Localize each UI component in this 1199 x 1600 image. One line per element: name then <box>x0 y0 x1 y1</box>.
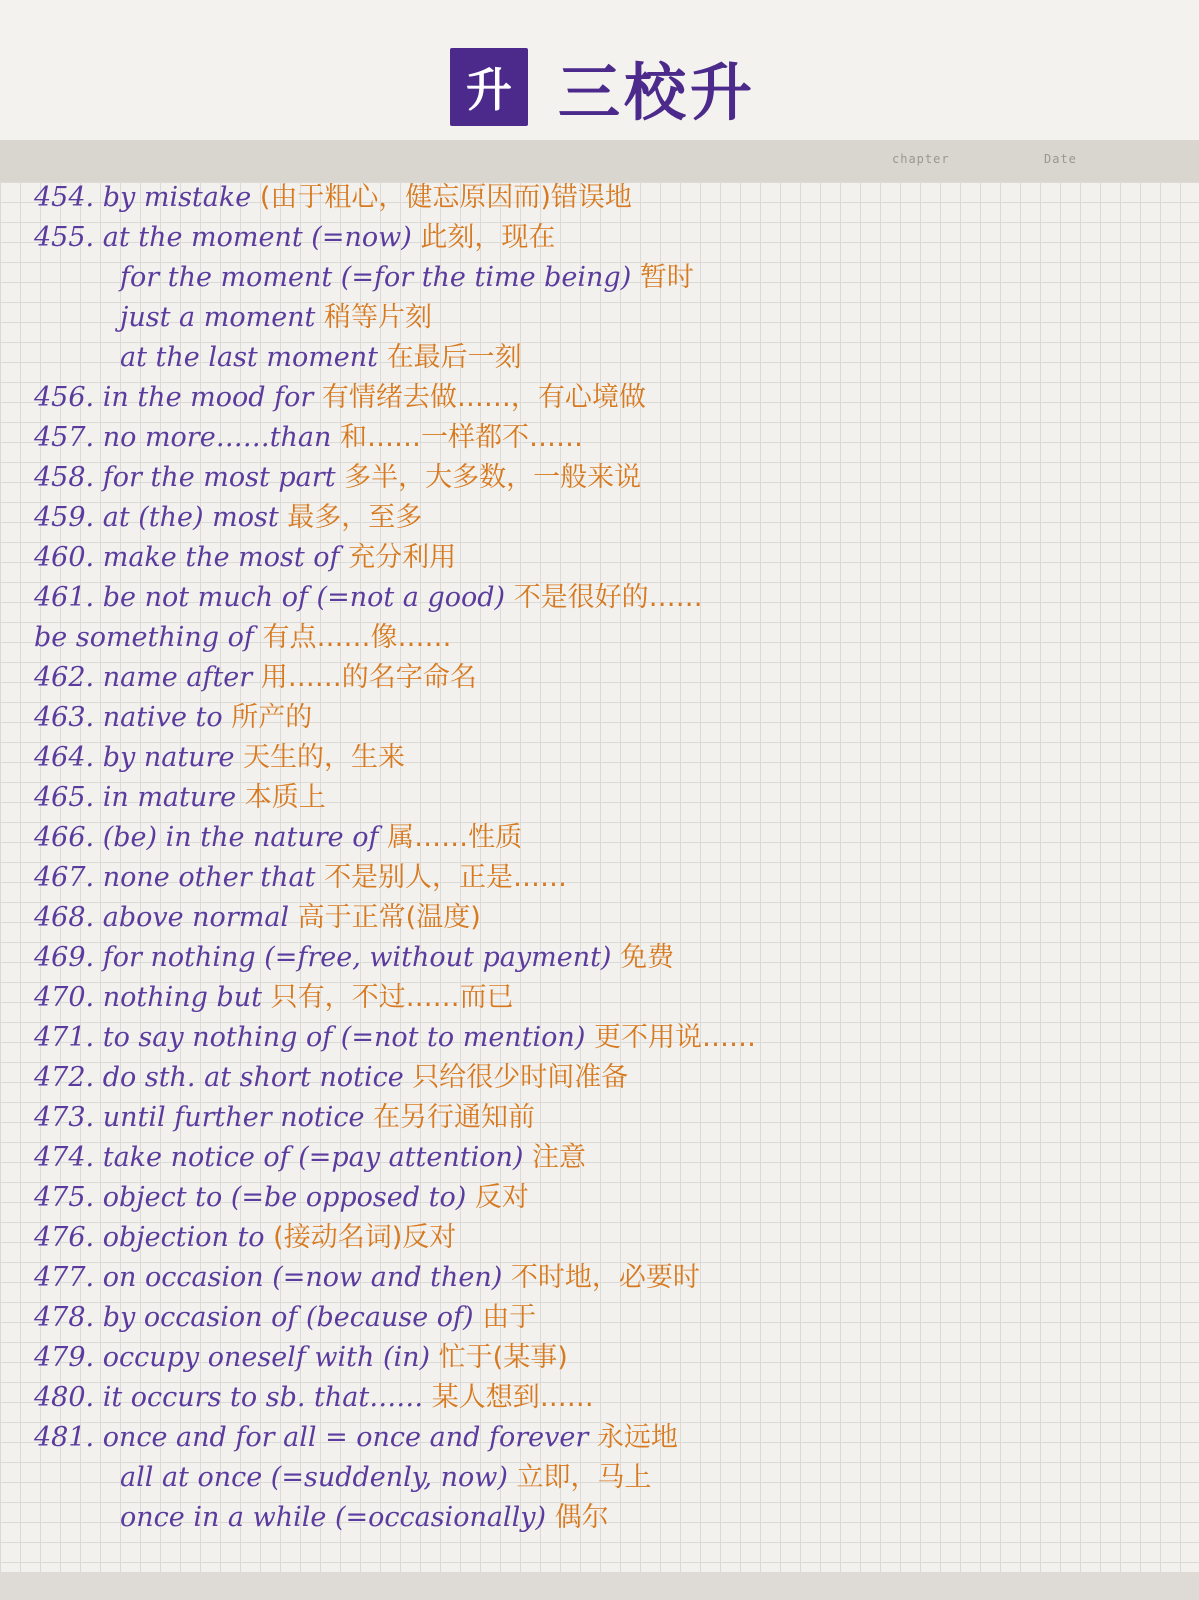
entry-number: 455. <box>34 222 95 253</box>
page-header <box>0 0 1199 140</box>
english-phrase: for nothing (=free, without payment) <box>102 942 612 973</box>
chinese-meaning: 用……的名字命名 <box>260 662 477 693</box>
english-phrase: make the most of <box>102 542 340 573</box>
entry-number: 474. <box>34 1142 95 1173</box>
phrase-line <box>34 978 1184 1018</box>
phrase-line <box>34 578 1184 618</box>
english-phrase: once in a while (=occasionally) <box>120 1502 546 1533</box>
notebook-header-band <box>0 140 1199 182</box>
english-phrase: take notice of (=pay attention) <box>102 1142 524 1173</box>
english-phrase: above normal <box>102 902 290 933</box>
entry-number: 475. <box>34 1182 95 1213</box>
entry-number: 461. <box>34 582 95 613</box>
chinese-meaning: 在另行通知前 <box>373 1102 536 1133</box>
chinese-meaning: 偶尔 <box>554 1502 609 1533</box>
english-phrase: in the mood for <box>102 382 314 413</box>
entry-number: 477. <box>34 1262 95 1293</box>
english-phrase: for the most part <box>102 462 336 493</box>
english-phrase: just a moment <box>120 302 316 333</box>
chinese-meaning: 反对 <box>474 1182 529 1213</box>
english-phrase: be not much of (=not a good) <box>102 582 506 613</box>
chinese-meaning: (由于粗心，健忘原因而)错误地 <box>259 182 632 213</box>
entry-number: 466. <box>34 822 95 853</box>
english-phrase: no more……than <box>102 422 332 453</box>
chinese-meaning: 忙于(某事) <box>438 1342 568 1373</box>
english-phrase: be something of <box>34 622 254 653</box>
english-phrase: for the moment (=for the time being) <box>120 262 632 293</box>
entry-number: 479. <box>34 1342 95 1373</box>
chinese-meaning: 有点……像…… <box>262 622 452 653</box>
english-phrase: objection to <box>102 1222 265 1253</box>
phrase-list <box>34 178 1184 1538</box>
phrase-line <box>34 538 1184 578</box>
english-phrase: in mature <box>102 782 237 813</box>
phrase-line <box>34 698 1184 738</box>
entry-number: 469. <box>34 942 95 973</box>
entry-number: 460. <box>34 542 95 573</box>
english-phrase: all at once (=suddenly, now) <box>120 1462 508 1493</box>
chinese-meaning: 最多，至多 <box>287 502 423 533</box>
phrase-line <box>34 618 1184 658</box>
phrase-line <box>34 1178 1184 1218</box>
english-phrase: by occasion of (because of) <box>102 1302 474 1333</box>
phrase-line <box>34 338 1184 378</box>
phrase-line <box>34 1378 1184 1418</box>
english-phrase: at the last moment <box>120 342 379 373</box>
chinese-meaning: 不是很好的…… <box>513 582 703 613</box>
chinese-meaning: 天生的，生来 <box>243 742 406 773</box>
chinese-meaning: 本质上 <box>244 782 326 813</box>
entry-number: 480. <box>34 1382 95 1413</box>
phrase-line <box>34 1058 1184 1098</box>
phrase-line <box>34 778 1184 818</box>
phrase-line <box>34 938 1184 978</box>
chinese-meaning: 只有，不过……而已 <box>270 982 514 1013</box>
phrase-line <box>34 218 1184 258</box>
phrase-line <box>34 298 1184 338</box>
entry-number: 464. <box>34 742 95 773</box>
phrase-line <box>34 418 1184 458</box>
notebook-footer-band <box>0 1572 1199 1600</box>
english-phrase: native to <box>102 702 223 733</box>
phrase-line <box>34 1258 1184 1298</box>
phrase-line <box>34 1138 1184 1178</box>
entry-number: 459. <box>34 502 95 533</box>
english-phrase: at the moment (=now) <box>102 222 412 253</box>
chinese-meaning: 在最后一刻 <box>386 342 522 373</box>
english-phrase: at (the) most <box>102 502 279 533</box>
entry-number: 463. <box>34 702 95 733</box>
chinese-meaning: 所产的 <box>231 702 313 733</box>
chinese-meaning: 不是别人，正是…… <box>324 862 568 893</box>
phrase-line <box>34 1338 1184 1378</box>
chinese-meaning: 更不用说…… <box>593 1022 756 1053</box>
entry-number: 473. <box>34 1102 95 1133</box>
phrase-line <box>34 1298 1184 1338</box>
chinese-meaning: 暂时 <box>639 262 694 293</box>
english-phrase: (be) in the nature of <box>102 822 379 853</box>
phrase-line <box>34 1098 1184 1138</box>
phrase-line <box>34 1218 1184 1258</box>
entry-number: 471. <box>34 1022 95 1053</box>
entry-number: 470. <box>34 982 95 1013</box>
phrase-line <box>34 818 1184 858</box>
phrase-line <box>34 1018 1184 1058</box>
english-phrase: until further notice <box>102 1102 365 1133</box>
chinese-meaning: 充分利用 <box>348 542 457 573</box>
phrase-line <box>34 898 1184 938</box>
english-phrase: by nature <box>102 742 235 773</box>
english-phrase: it occurs to sb. that…… <box>102 1382 424 1413</box>
chinese-meaning: 立即，马上 <box>516 1462 652 1493</box>
chinese-meaning: 多半，大多数，一般来说 <box>344 462 642 493</box>
chinese-meaning: (接动名词)反对 <box>273 1222 457 1253</box>
english-phrase: nothing but <box>102 982 263 1013</box>
entry-number: 458. <box>34 462 95 493</box>
chinese-meaning: 稍等片刻 <box>324 302 433 333</box>
chinese-meaning: 只给很少时间准备 <box>412 1062 629 1093</box>
entry-number: 472. <box>34 1062 95 1093</box>
entry-number: 462. <box>34 662 95 693</box>
chinese-meaning: 永远地 <box>596 1422 678 1453</box>
entry-number: 478. <box>34 1302 95 1333</box>
chinese-meaning: 由于 <box>482 1302 537 1333</box>
english-phrase: none other that <box>102 862 316 893</box>
brand-name: 三校升 <box>558 55 757 129</box>
entry-number: 456. <box>34 382 95 413</box>
entry-number: 476. <box>34 1222 95 1253</box>
phrase-line <box>34 178 1184 218</box>
chinese-meaning: 属……性质 <box>387 822 523 853</box>
phrase-line <box>34 258 1184 298</box>
entry-number: 465. <box>34 782 95 813</box>
english-phrase: do sth. at short notice <box>102 1062 404 1093</box>
chapter-label: chapter <box>892 152 950 166</box>
phrase-line <box>34 858 1184 898</box>
english-phrase: object to (=be opposed to) <box>102 1182 467 1213</box>
chinese-meaning: 有情绪去做……，有心境做 <box>321 382 646 413</box>
chinese-meaning: 注意 <box>532 1142 587 1173</box>
phrase-line <box>34 1498 1184 1538</box>
chinese-meaning: 某人想到…… <box>431 1382 594 1413</box>
english-phrase: name after <box>102 662 253 693</box>
entry-number: 467. <box>34 862 95 893</box>
chinese-meaning: 高于正常(温度) <box>297 902 481 933</box>
entry-number: 454. <box>34 182 95 213</box>
english-phrase: on occasion (=now and then) <box>102 1262 503 1293</box>
entry-number: 481. <box>34 1422 95 1453</box>
chinese-meaning: 不时地，必要时 <box>510 1262 700 1293</box>
phrase-line <box>34 738 1184 778</box>
date-label: Date <box>1044 152 1077 166</box>
english-phrase: once and for all = once and forever <box>102 1422 589 1453</box>
english-phrase: by mistake <box>102 182 252 213</box>
logo-mark: 升 <box>450 48 528 126</box>
english-phrase: to say nothing of (=not to mention) <box>102 1022 586 1053</box>
brand-logo <box>450 48 757 129</box>
phrase-line <box>34 498 1184 538</box>
phrase-line <box>34 378 1184 418</box>
chinese-meaning: 免费 <box>620 942 675 973</box>
phrase-line <box>34 458 1184 498</box>
entry-number: 468. <box>34 902 95 933</box>
chinese-meaning: 此刻，现在 <box>420 222 556 253</box>
phrase-line <box>34 1418 1184 1458</box>
phrase-line <box>34 1458 1184 1498</box>
entry-number: 457. <box>34 422 95 453</box>
phrase-line <box>34 658 1184 698</box>
english-phrase: occupy oneself with (in) <box>102 1342 431 1373</box>
chinese-meaning: 和……一样都不…… <box>340 422 584 453</box>
